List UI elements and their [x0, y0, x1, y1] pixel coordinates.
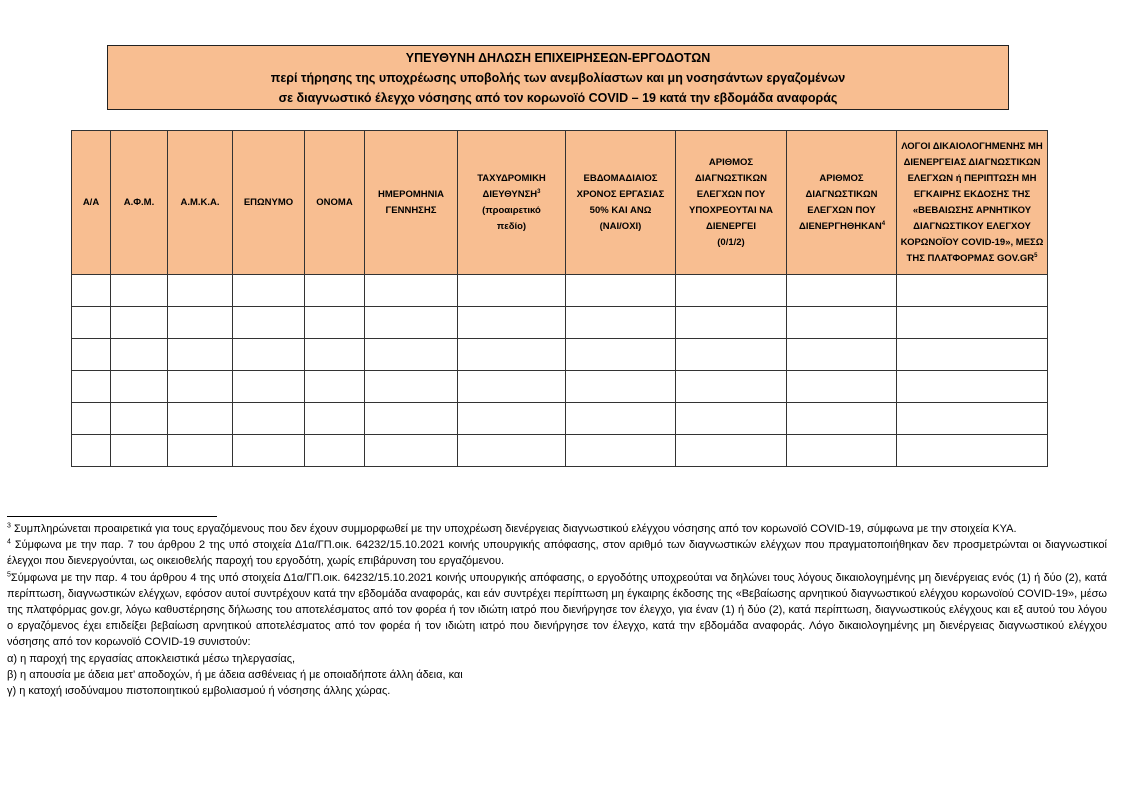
table-cell[interactable]: [72, 339, 111, 371]
table-cell[interactable]: [168, 339, 233, 371]
table-cell[interactable]: [566, 371, 676, 403]
table-cell[interactable]: [365, 435, 458, 467]
table-cell[interactable]: [72, 435, 111, 467]
table-cell[interactable]: [566, 403, 676, 435]
footnote-separator: [7, 516, 217, 517]
table-cell[interactable]: [365, 339, 458, 371]
table-cell[interactable]: [168, 435, 233, 467]
table-cell[interactable]: [566, 307, 676, 339]
table-cell[interactable]: [111, 435, 168, 467]
col-header-postal-address: [458, 131, 566, 275]
footnote-3: [7, 521, 1107, 537]
footnote-number: 4: [7, 538, 11, 546]
table-cell[interactable]: [111, 307, 168, 339]
col-header-label: ΤΑΧΥΔΡΟΜΙΚΗ ΔΙΕΥΘΥΝΣΗ: [477, 172, 546, 200]
table-row: [72, 275, 1048, 307]
title-line-3: σε διαγνωστικό έλεγχο νόσησης από τον κορωνοϊό COVID – 19 κατά την εβδομάδα αναφοράς: [278, 91, 838, 105]
table-cell[interactable]: [305, 307, 365, 339]
table-cell[interactable]: [305, 275, 365, 307]
table-cell[interactable]: [787, 371, 897, 403]
table-cell[interactable]: [458, 403, 566, 435]
footnote-text: Σύμφωνα με την παρ. 7 του άρθρου 2 της υπό στοιχεία Δ1α/ΓΠ.οικ. 64232/15.10.2021 κοινής υπουργικής απόφασης, στον αριθμό των διαγνωστικών ελέγχων που πραγματοποιήθηκαν δεν προσμετρώνται οι διαγνωστικοί έλεγχοι που διενεργούνται, ως οικειοθελής παροχή του εργοδότη, χωρίς επιβάρυνση του εργαζόμενου.: [7, 539, 1107, 568]
table-cell[interactable]: [458, 275, 566, 307]
title-line-1: ΥΠΕΥΘΥΝΗ ΔΗΛΩΣΗ ΕΠΙΧΕΙΡΗΣΕΩΝ-ΕΡΓΟΔΟΤΩΝ: [405, 51, 711, 65]
table-cell[interactable]: [168, 275, 233, 307]
table-cell[interactable]: [233, 435, 305, 467]
table-row: [72, 339, 1048, 371]
col-header-label: ΑΡΙΘΜΟΣ ΔΙΑΓΝΩΣΤΙΚΩΝ ΕΛΕΓΧΩΝ ΠΟΥ ΔΙΕΝΕΡΓΗΘΗΚΑΝ: [799, 172, 882, 232]
col-header-name: [305, 131, 365, 275]
table-cell[interactable]: [305, 371, 365, 403]
table-cell[interactable]: [233, 339, 305, 371]
col-header-label: Α/Α: [82, 196, 100, 208]
table-cell[interactable]: [365, 275, 458, 307]
table-cell[interactable]: [233, 371, 305, 403]
table-cell[interactable]: [72, 307, 111, 339]
footnote-number: 5: [7, 570, 11, 578]
header-row: [72, 131, 1048, 275]
title-line-2: περί τήρησης της υποχρέωσης υποβολής των ανεμβολίαστων και μη νοσησάντων εργαζομένων: [270, 71, 846, 85]
reason-c: γ) η κατοχή ισοδύναμου πιστοποιητικού εμβολιασμού ή νόσησης άλλης χώρας.: [7, 685, 391, 698]
table-cell[interactable]: [72, 275, 111, 307]
table-cell[interactable]: [787, 435, 897, 467]
reason-b: β) η απουσία με άδεια μετ’ αποδοχών, ή με άδεια ασθένειας ή με οποιαδήποτε άλλη άδεια, και: [7, 668, 463, 681]
table-cell[interactable]: [676, 275, 787, 307]
table-cell[interactable]: [305, 435, 365, 467]
table-cell[interactable]: [676, 435, 787, 467]
table-cell[interactable]: [365, 307, 458, 339]
table-cell[interactable]: [168, 307, 233, 339]
table-cell[interactable]: [72, 371, 111, 403]
table-cell[interactable]: [897, 435, 1048, 467]
table-cell[interactable]: [233, 307, 305, 339]
footnote-ref: 4: [881, 220, 886, 227]
table-cell[interactable]: [458, 307, 566, 339]
table-cell[interactable]: [566, 275, 676, 307]
table-cell[interactable]: [566, 435, 676, 467]
col-header-amka: [168, 131, 233, 275]
table-cell[interactable]: [233, 275, 305, 307]
footnote-5: [7, 570, 1107, 651]
table-row: [72, 435, 1048, 467]
table-cell[interactable]: [787, 307, 897, 339]
table-cell[interactable]: [458, 339, 566, 371]
table-cell[interactable]: [111, 339, 168, 371]
col-header-label: ΕΠΩΝΥΜΟ: [243, 196, 294, 208]
col-header-aa: [72, 131, 111, 275]
table-cell[interactable]: [676, 339, 787, 371]
table-cell[interactable]: [458, 435, 566, 467]
footnote-number: 3: [7, 522, 11, 530]
col-header-note: (προαιρετικό πεδίο): [482, 204, 541, 232]
table-cell[interactable]: [787, 403, 897, 435]
table-cell[interactable]: [72, 403, 111, 435]
footnotes: [7, 521, 1107, 699]
declaration-title-box: [107, 45, 1009, 110]
table-row: [72, 371, 1048, 403]
col-header-note: (0/1/2): [717, 236, 745, 248]
table-row: [72, 403, 1048, 435]
col-header-label: ΕΒΔΟΜΑΔΙΑΙΟΣ ΧΡΟΝΟΣ ΕΡΓΑΣΙΑΣ 50% ΚΑΙ ΑΝΩ: [576, 172, 665, 216]
col-header-birthdate: [365, 131, 458, 275]
table-cell[interactable]: [787, 339, 897, 371]
table-cell[interactable]: [111, 371, 168, 403]
col-header-label: ΟΝΟΜΑ: [316, 196, 353, 208]
table-cell[interactable]: [676, 307, 787, 339]
table-cell[interactable]: [365, 403, 458, 435]
table-cell[interactable]: [897, 371, 1048, 403]
table-cell[interactable]: [676, 403, 787, 435]
col-header-label: ΑΡΙΘΜΟΣ ΔΙΑΓΝΩΣΤΙΚΩΝ ΕΛΕΓΧΩΝ ΠΟΥ ΥΠΟΧΡΕΟΥΤΑΙ ΝΑ ΔΙΕΝΕΡΓΕΙ: [688, 156, 773, 232]
footnote-text: Συμπληρώνεται προαιρετικά για τους εργαζόμενους που δεν έχουν συμμορφωθεί με την υποχρέωση διενέργειας διαγνωστικού ελέγχου νόσησης από τον κορωνοϊό COVID-19, σύμφωνα με την στοιχεία ΚΥΑ.: [10, 523, 1017, 535]
col-header-surname: [233, 131, 305, 275]
col-header-label: Α.Μ.Κ.Α.: [180, 196, 220, 208]
col-header-weekly-work-time: [566, 131, 676, 275]
table-cell[interactable]: [787, 275, 897, 307]
table-cell[interactable]: [168, 371, 233, 403]
col-header-label: Α.Φ.Μ.: [123, 196, 155, 208]
table-cell[interactable]: [897, 307, 1048, 339]
table-cell[interactable]: [566, 339, 676, 371]
col-header-label: ΗΜΕΡΟΜΗΝΙΑ ΓΕΝΝΗΣΗΣ: [378, 188, 444, 216]
table-cell[interactable]: [897, 275, 1048, 307]
employee-declaration-table: [71, 130, 1048, 467]
table-cell[interactable]: [676, 371, 787, 403]
table-cell[interactable]: [168, 403, 233, 435]
table-cell[interactable]: [897, 339, 1048, 371]
footnote-text: Σύμφωνα με την παρ. 4 του άρθρου 4 της υπό στοιχεία Δ1α/ΓΠ.οικ. 64232/15.10.2021 κοινής υπουργικής απόφασης, ο εργοδότης υποχρεούται να δηλώνει τους λόγους δικαιολογημένης μη διενέργειας ενός (1) ή δύο (2), κατά περίπτωση, διαγνωστικών ελέγχων, εφόσον αυτοί συντρέχουν κατά την εβδομάδα αναφοράς, και εάν συντρέχει περίπτωση μη έγκαιρης έκδοσης της «Βεβαίωσης αρνητικού διαγνωστικού ελέγχου κορωνοϊού COVID-19», μέσω της πλατφόρμας gov.gr, λόγω καθυστέρησης δήλωσης του αποτελέσματος από τον φορέα ή τον ιδιώτη ιατρό που διενήργησε τον έλεγχο, για έναν (1) ή δύο (2), κατά περίπτωση, διαγνωστικούς ελέγχους και εξ αυτού του λόγου ο εργαζόμενος έχει επιδείξει βεβαίωση αρνητικού αποτελέσματος από τον φορέα ή τον ιδιώτη ιατρό που διενήργησε τον έλεγχο, κατά την εβδομάδα αναφοράς. Λόγο δικαιολογημένης μη διενέργειας διαγνωστικού ελέγχου νόσησης από τον κορωνοϊό COVID-19 συνιστούν:: [7, 571, 1107, 649]
col-header-label: ΛΟΓΟΙ ΔΙΚΑΙΟΛΟΓΗΜΕΝΗΣ ΜΗ ΔΙΕΝΕΡΓΕΙΑΣ ΔΙΑΓΝΩΣΤΙΚΩΝ ΕΛΕΓΧΩΝ ή ΠΕΡΙΠΤΩΣΗ ΜΗ ΕΓΚΑΙΡΗΣ ΕΚΔΟΣΗΣ ΤΗΣ «ΒΕΒΑΙΩΣΗΣ ΑΡΝΗΤΙΚΟΥ ΔΙΑΓΝΩΣΤΙΚΟΥ ΕΛΕΓΧΟΥ ΚΟΡΩΝΟΪΟΥ COVID-19», ΜΕΣΩ ΤΗΣ ΠΛΑΤΦΟΡΜΑΣ GOV.GR: [900, 140, 1044, 264]
col-header-justification-reasons: [897, 131, 1048, 275]
col-header-afm: [111, 131, 168, 275]
col-header-required-tests: [676, 131, 787, 275]
table-cell[interactable]: [897, 403, 1048, 435]
footnote-ref: 5: [1034, 252, 1038, 259]
col-header-note: (ΝΑΙ/ΟΧΙ): [599, 220, 642, 232]
reason-a: α) η παροχή της εργασίας αποκλειστικά μέσω τηλεργασίας,: [7, 652, 296, 665]
table-cell[interactable]: [365, 371, 458, 403]
footnote-4: [7, 537, 1107, 569]
table-cell[interactable]: [111, 403, 168, 435]
table-cell[interactable]: [305, 403, 365, 435]
table-cell[interactable]: [458, 371, 566, 403]
footnote-ref: 3: [537, 188, 541, 195]
table-cell[interactable]: [233, 403, 305, 435]
table-row: [72, 307, 1048, 339]
table-cell[interactable]: [305, 339, 365, 371]
col-header-performed-tests: [787, 131, 897, 275]
table-cell[interactable]: [111, 275, 168, 307]
